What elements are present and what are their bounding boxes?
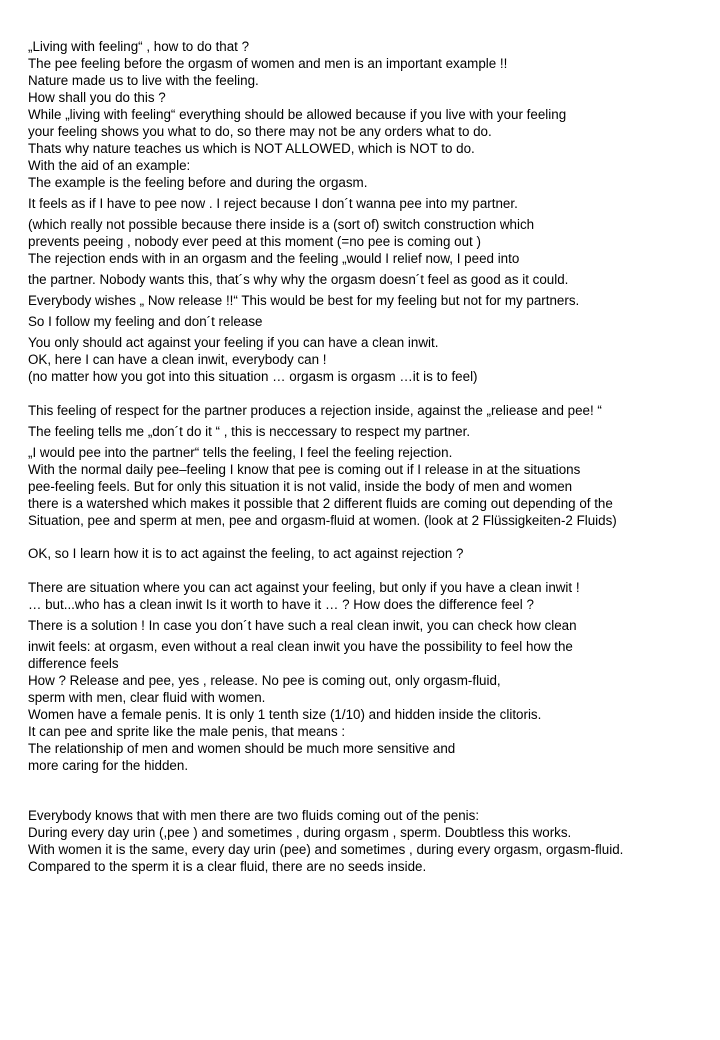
text-line: So I follow my feeling and don´t release xyxy=(28,314,263,329)
text-line: (which really not possible because there inside is a (sort of) switch construction which xyxy=(28,217,535,232)
text-line: more caring for the hidden. xyxy=(28,758,189,773)
text-line: Everybody wishes „ Now release !!“ This would be best for my feeling but not for my partners. xyxy=(28,293,580,308)
text-line: This feeling of respect for the partner produces a rejection inside, against the „reliease and pee! “ xyxy=(28,403,602,418)
text-line: Nature made us to live with the feeling. xyxy=(28,73,259,88)
text-line: With women it is the same, every day urin (pee) and sometimes , during every orgasm, orgasm-fluid. xyxy=(28,842,624,857)
text-line: inwit feels: at orgasm, even without a real clean inwit you have the possibility to feel how the xyxy=(28,639,573,654)
text-line: How ? Release and pee, yes , release. No pee is coming out, only orgasm-fluid, xyxy=(28,673,501,688)
text-line: With the aid of an example: xyxy=(28,158,191,173)
text-line: the partner. Nobody wants this, that´s why why the orgasm doesn´t feel as good as it could. xyxy=(28,272,569,287)
text-line: OK, here I can have a clean inwit, everybody can ! xyxy=(28,352,327,367)
text-line: Women have a female penis. It is only 1 tenth size (1/10) and hidden inside the clitoris. xyxy=(28,707,542,722)
text-line: Situation, pee and sperm at men, pee and orgasm-fluid at women. (look at 2 Flüssigkeiten-2 Fluids) xyxy=(28,513,617,528)
text-line: „Living with feeling“ , how to do that ? xyxy=(28,39,250,54)
text-line: difference feels xyxy=(28,656,119,671)
text-line: The pee feeling before the orgasm of women and men is an important example !! xyxy=(28,56,508,71)
text-line: It feels as if I have to pee now . I reject because I don´t wanna pee into my partner. xyxy=(28,196,518,211)
text-line: The feeling tells me „don´t do it “ , this is neccessary to respect my partner. xyxy=(28,424,471,439)
text-line: „I would pee into the partner“ tells the feeling, I feel the feeling rejection. xyxy=(28,445,453,460)
text-line: You only should act against your feeling if you can have a clean inwit. xyxy=(28,335,439,350)
text-line: During every day urin (,pee ) and sometimes , during orgasm , sperm. Doubtless this works. xyxy=(28,825,572,840)
text-line: Compared to the sperm it is a clear fluid, there are no seeds inside. xyxy=(28,859,427,874)
text-line: How shall you do this ? xyxy=(28,90,166,105)
text-line: It can pee and sprite like the male penis, that means : xyxy=(28,724,346,739)
text-line: With the normal daily pee–feeling I know that pee is coming out if I release in at the situations xyxy=(28,462,581,477)
text-line: (no matter how you got into this situation … orgasm is orgasm …it is to feel) xyxy=(28,369,478,384)
text-line: The example is the feeling before and during the orgasm. xyxy=(28,175,368,190)
text-line: There is a solution ! In case you don´t have such a real clean inwit, you can check how clean xyxy=(28,618,577,633)
text-line: prevents peeing , nobody ever peed at this moment (=no pee is coming out ) xyxy=(28,234,481,249)
text-line: pee-feeling feels. But for only this situation it is not valid, inside the body of men and women xyxy=(28,479,573,494)
text-line: While „living with feeling“ everything should be allowed because if you live with your feeling xyxy=(28,107,567,122)
text-line: your feeling shows you what to do, so there may not be any orders what to do. xyxy=(28,124,492,139)
text-line: OK, so I learn how it is to act against the feeling, to act against rejection ? xyxy=(28,546,464,561)
text-line: The rejection ends with in an orgasm and the feeling „would I relief now, I peed into xyxy=(28,251,520,266)
text-line: there is a watershed which makes it possible that 2 different fluids are coming out depending of the xyxy=(28,496,613,511)
text-line: Thats why nature teaches us which is NOT ALLOWED, which is NOT to do. xyxy=(28,141,475,156)
text-line: There are situation where you can act against your feeling, but only if you have a clean inwit ! xyxy=(28,580,580,595)
text-line: sperm with men, clear fluid with women. xyxy=(28,690,266,705)
text-line: The relationship of men and women should be much more sensitive and xyxy=(28,741,456,756)
text-line: Everybody knows that with men there are two fluids coming out of the penis: xyxy=(28,808,480,823)
text-line: … but...who has a clean inwit Is it worth to have it … ? How does the difference feel ? xyxy=(28,597,534,612)
